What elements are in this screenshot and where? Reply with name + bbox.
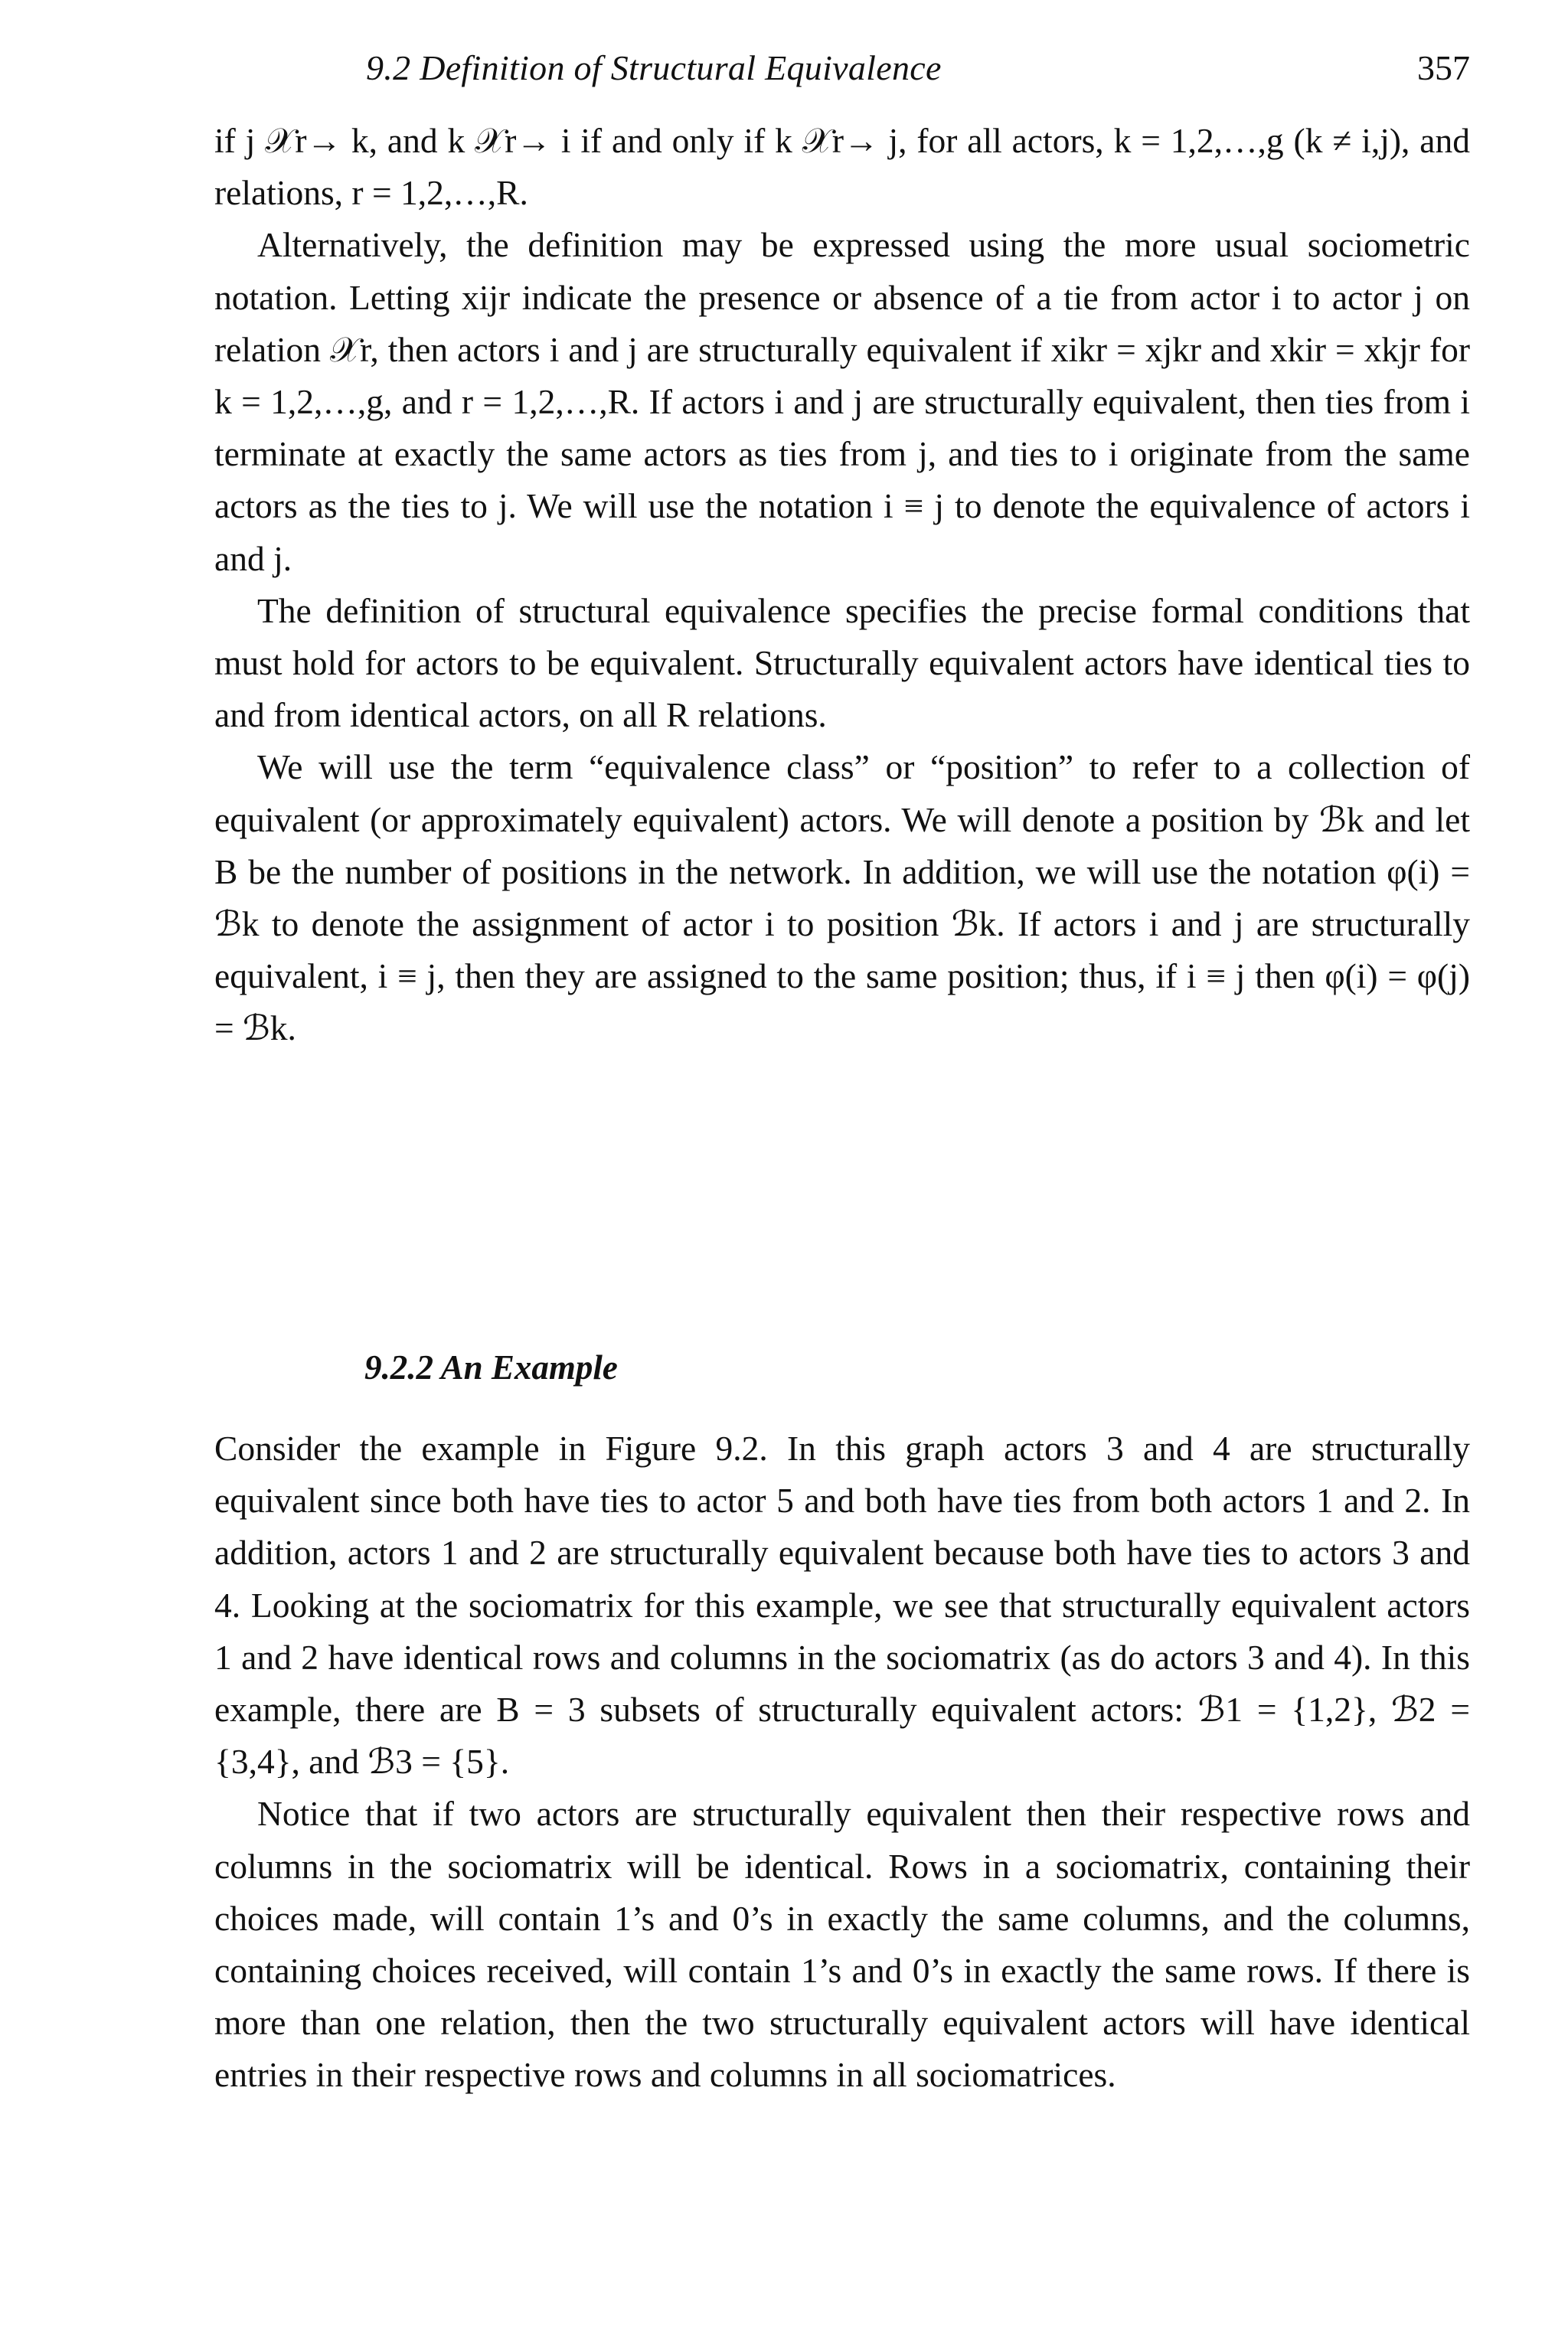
paragraph-formal-conditions: The definition of structural equivalence specifies the precise formal conditions that must hold for actors to be equivalent. Structurally equivalent actors have identical ties to and from identical actors, on all R relations.: [214, 590, 1470, 735]
paragraph-sociomatrix-identity: Notice that if two actors are structurally equivalent then their respective rows and columns in the sociomatrix will be identical. Rows in a sociomatrix, containing their choices made, will contain 1’s and 0’s in exactly the same columns, and the columns, containing choices received, will contain 1’s and 0’s in exactly the same rows. If there is more than one relation, then the two structurally equivalent actors will have identical entries in their respective rows and columns in all sociomatrices.: [214, 1794, 1470, 2095]
section-body-1: [214, 115, 1470, 1055]
section-body-2: [214, 1423, 1470, 2102]
paragraph-example: Consider the example in Figure 9.2. In this graph actors 3 and 4 are structurally equivalent since both have ties to actor 5 and both have ties from both actors 1 and 2. In addition, actors 1 and 2 are structurally equivalent because both have ties to actors 3 and 4. Looking at the sociomatrix for this example, we see that structurally equivalent actors 1 and 2 have identical rows and columns in the sociomatrix (as do actors 3 and 4). In this example, there are B = 3 subsets of structurally equivalent actors: ℬ1 = {1,2}, ℬ2 = {3,4}, and ℬ3 = {5}.: [214, 1429, 1470, 1782]
paragraph-sociometric-notation: Alternatively, the definition may be expressed using the more usual sociometric notation. Letting xijr indicate the presence or absence of a tie from actor i to actor j on relation 𝒳r, then actors i and j are structurally equivalent if xikr = xjkr and xkir = xkjr for k = 1,2,…,g, and r = 1,2,…,R. If actors i and j are structurally equivalent, then ties from i terminate at exactly the same actors as ties from j, and ties to i originate from the same actors as the ties to j. We will use the notation i ≡ j to denote the equivalence of actors i and j.: [214, 225, 1470, 578]
running-head: 9.2 Definition of Structural Equivalence: [366, 48, 942, 87]
page-number: 357: [1417, 48, 1470, 87]
section-heading-example: 9.2.2 An Example: [364, 1348, 618, 1387]
paragraph-definition-condition: if j 𝒳r→ k, and k 𝒳r→ i if and only if k 𝒳r→ j, for all actors, k = 1,2,…,g (k ≠ i,j), and relations, r = 1,2,…,R.: [214, 121, 1470, 213]
paragraph-positions: We will use the term “equivalence class” or “position” to refer to a collection of equivalent (or approximately equivalent) actors. We will denote a position by ℬk and let B be the number of positions in the network. In addition, we will use the notation φ(i) = ℬk to denote the assignment of actor i to position ℬk. If actors i and j are structurally equivalent, i ≡ j, then they are assigned to the same position; thus, if i ≡ j then φ(i) = φ(j) = ℬk.: [214, 747, 1470, 1048]
